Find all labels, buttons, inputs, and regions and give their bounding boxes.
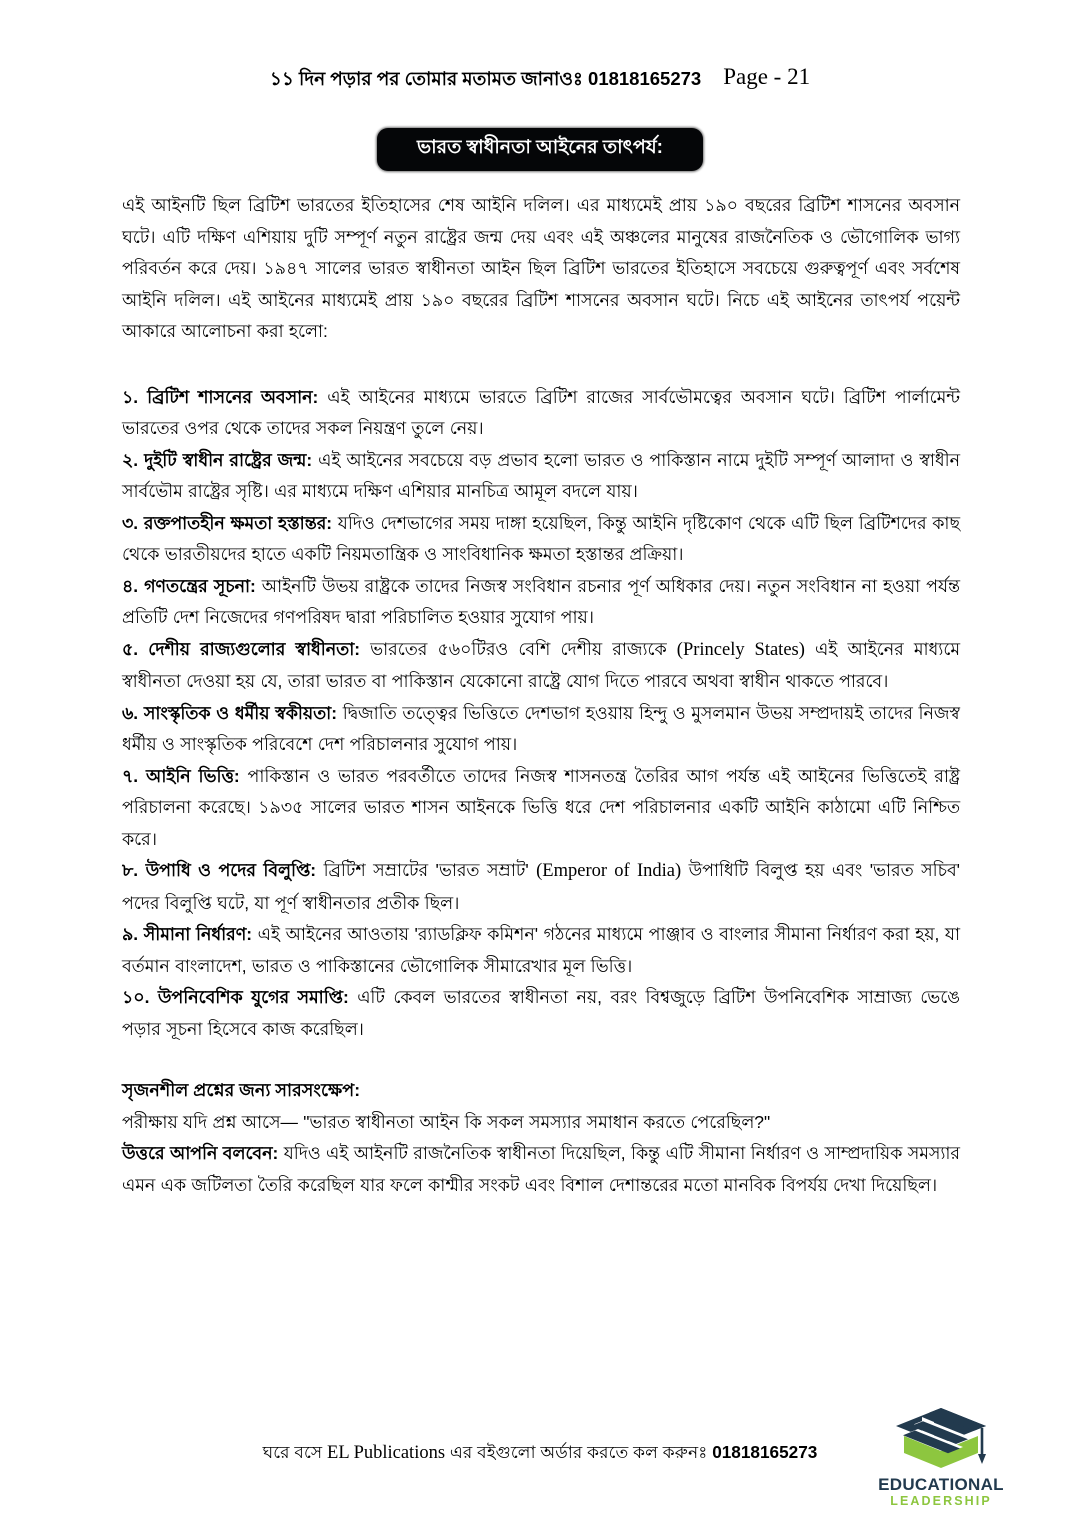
- point-body-8b: উপাধিটি বিলুপ্ত হয় এবং 'ভারত সচিব' পদের বিলুপ্তি ঘটে, যা পূর্ণ স্বাধীনতার প্রতীক ছিল।: [122, 860, 960, 913]
- educational-leadership-logo: [876, 1406, 1006, 1524]
- point-number-6: ৬.: [122, 702, 139, 723]
- point-body-10: এটি কেবল ভারতের স্বাধীনতা নয়, বরং বিশ্বজুড়ে ব্রিটিশ উপনিবেশিক সাম্রাজ্য ভেঙে পড়ার সূচনা হিসেবে কাজ করেছিল।: [122, 987, 960, 1039]
- point-body-3: যদিও দেশভাগের সময় দাঙ্গা হয়েছিল, কিন্তু আইনি দৃষ্টিকোণ থেকে এটি ছিল ব্রিটিশদের কাছ থেকে ভারতীয়দের হাতে একটি নিয়মতান্ত্রিক ও সাংবিধানিক ক্ষমতা হস্তান্তর প্রক্রিয়া।: [122, 512, 960, 564]
- point-number-3: ৩.: [122, 512, 139, 533]
- point-latin-5: (Princely States): [676, 639, 805, 660]
- footer-brand-name: EL Publications: [327, 1443, 446, 1463]
- summary-answer-label: উত্তরে আপনি বলবেন:: [122, 1143, 279, 1163]
- point-item-3: [122, 508, 960, 571]
- intro-paragraph: এই আইনটি ছিল ব্রিটিশ ভারতের ইতিহাসের শেষ আইনি দলিল। এর মাধ্যমেই প্রায় ১৯০ বছরের ব্রিটিশ শাসনের অবসান ঘটে। এটি দক্ষিণ এশিয়ায় দুটি সম্পূর্ণ নতুন রাষ্ট্রের জন্ম দেয় এবং এই অঞ্চলের মানুষের রাজনৈতিক ও ভৌগোলিক ভাগ্য পরিবর্তন করে দেয়। ১৯৪৭ সালের ভারত স্বাধীনতা আইন ছিল ব্রিটিশ ভারতের ইতিহাসে সবচেয়ে গুরুত্বপূর্ণ এবং সর্বশেষ আইনি দলিল। এই আইনের মাধ্যমেই প্রায় ১৯০ বছরের ব্রিটিশ শাসনের অবসান ঘটে। নিচে এই আইনের তাৎপর্য পয়েন্ট আকারে আলোচনা করা হলো:: [122, 195, 960, 341]
- section-title-banner: ভারত স্বাধীনতা আইনের তাৎপর্য:: [377, 128, 703, 171]
- point-body-4: আইনটি উভয় রাষ্ট্রকে তাদের নিজস্ব সংবিধান রচনার পূর্ণ অধিকার দেয়। নতুন সংবিধান না হওয়া পর্যন্ত প্রতিটি দেশ নিজেদের গণপরিষদ দ্বারা পরিচালিত হওয়ার সুযোগ পায়।: [122, 575, 960, 627]
- point-body-1: এই আইনের মাধ্যমে ভারতে ব্রিটিশ রাজের সার্বভৌমত্বের অবসান ঘটে। ব্রিটিশ পার্লামেন্ট ভারতের ওপর থেকে তাদের সকল নিয়ন্ত্রণ তুলে নেয়।: [122, 386, 960, 438]
- summary-answer-line: [122, 1138, 960, 1201]
- summary-answer-body: যদিও এই আইনটি রাজনৈতিক স্বাধীনতা দিয়েছিল, কিন্তু এটি সীমানা নির্ধারণ ও সাম্প্রদায়িক সমস্যার এমন এক জটিলতা তৈরি করেছিল যার ফলে কাশ্মীর সংকট এবং বিশাল দেশান্তরের মতো মানবিক বিপর্যয় দেখা দিয়েছিল।: [122, 1143, 960, 1195]
- point-number-2: ২.: [122, 449, 139, 470]
- graduation-cap-logo-icon: [882, 1406, 1000, 1472]
- point-body-5b: এই আইনের মাধ্যমে স্বাধীনতা দেওয়া হয় যে, তারা ভারত বা পাকিস্তান যেকোনো রাষ্ট্রে যোগ দিতে পারবে অথবা স্বাধীন থাকতে পারবে।: [122, 638, 960, 691]
- point-item-10: [122, 982, 960, 1045]
- point-number-5: ৫.: [122, 638, 139, 659]
- point-number-4: ৪.: [122, 575, 139, 596]
- page-number-label: Page - 21: [723, 64, 811, 89]
- point-body-8a: ব্রিটিশ সম্রাটের 'ভারত সম্রাট': [323, 860, 529, 880]
- point-body-5a: ভারতের ৫৬০টিরও বেশি দেশীয় রাজ্যকে: [370, 638, 667, 659]
- point-title-10: উপনিবেশিক যুগের সমাপ্তি:: [157, 987, 349, 1007]
- point-item-5: [122, 634, 960, 698]
- point-item-6: [122, 698, 960, 761]
- summary-heading: সৃজনশীল প্রশ্নের জন্য সারসংক্ষেপ:: [122, 1080, 361, 1100]
- page-footer: [0, 1428, 1080, 1528]
- point-title-9: সীমানা নির্ধারণ:: [143, 924, 253, 944]
- point-item-9: [122, 919, 960, 982]
- summary-question-line: পরীক্ষায় যদি প্রশ্ন আসে— "ভারত স্বাধীনতা আইন কি সকল সমস্যার সমাধান করতে পেরেছিল?": [122, 1111, 771, 1132]
- point-item-8: [122, 855, 960, 919]
- point-title-4: গণতন্ত্রের সূচনা:: [144, 575, 256, 596]
- summary-spacer: [122, 1045, 960, 1075]
- point-number-8: ৮.: [122, 860, 139, 880]
- point-title-2: দুইটি স্বাধীন রাষ্ট্রের জন্ম:: [144, 449, 313, 470]
- header-contact-line: ১১ দিন পড়ার পর তোমার মতামত জানাওঃ 01818165273: [269, 68, 702, 89]
- point-title-7: আইনি ভিত্তি:: [146, 765, 240, 786]
- point-title-3: রক্তপাতহীন ক্ষমতা হস্তান্তর:: [143, 512, 333, 533]
- point-item-2: [122, 445, 960, 508]
- page-header: [0, 64, 1080, 96]
- point-title-5: দেশীয় রাজ্যগুলোর স্বাধীনতা:: [148, 638, 361, 659]
- footer-text-part-1: ঘরে বসে: [262, 1442, 323, 1462]
- logo-word-leadership: LEADERSHIP: [890, 1494, 992, 1508]
- point-body-2: এই আইনের সবচেয়ে বড় প্রভাব হলো ভারত ও পাকিস্তান নামে দুইটি সম্পূর্ণ আলাদা ও স্বাধীন সার্বভৌম রাষ্ট্রের সৃষ্টি। এর মাধ্যমে দক্ষিণ এশিয়ার মানচিত্র আমূল বদলে যায়।: [122, 449, 960, 501]
- point-item-4: [122, 571, 960, 634]
- point-number-1: ১.: [122, 386, 139, 407]
- point-latin-8: (Emperor of India): [536, 861, 682, 881]
- document-body: [122, 190, 960, 1201]
- title-banner-container: [0, 128, 1080, 171]
- point-title-6: সাংস্কৃতিক ও ধর্মীয় স্বকীয়তা:: [143, 702, 338, 723]
- point-item-7: [122, 761, 960, 856]
- footer-text-part-2: এর বইগুলো অর্ডার করতে কল করুনঃ: [449, 1442, 708, 1462]
- point-title-8: উপাধি ও পদের বিলুপ্তি:: [145, 860, 317, 880]
- logo-word-educational: EDUCATIONAL: [878, 1475, 1004, 1494]
- point-number-10: ১০.: [122, 987, 150, 1007]
- point-body-7: পাকিস্তান ও ভারত পরবর্তীতে তাদের নিজস্ব শাসনতন্ত্র তৈরির আগ পর্যন্ত এই আইনের ভিত্তিতেই রাষ্ট্র পরিচালনা করেছে। ১৯৩৫ সালের ভারত শাসন আইনকে ভিত্তি ধরে দেশ পরিচালনার একটি আইনি কাঠামো এটি নিশ্চিত করে।: [122, 765, 960, 849]
- footer-phone-number: 01818165273: [712, 1442, 818, 1462]
- point-item-1: [122, 382, 960, 445]
- point-number-7: ৭.: [122, 765, 139, 786]
- point-title-1: ব্রিটিশ শাসনের অবসান:: [147, 386, 319, 407]
- point-body-6: দ্বিজাতি তত্ত্বের ভিত্তিতে দেশভাগ হওয়ায় হিন্দু ও মুসলমান উভয় সম্প্রদায়ই তাদের নিজস্ব ধর্মীয় ও সাংস্কৃতিক পরিবেশে দেশ পরিচালনার সুযোগ পায়।: [122, 702, 960, 754]
- point-body-9: এই আইনের আওতায় 'র‍্যাডক্লিফ কমিশন' গঠনের মাধ্যমে পাঞ্জাব ও বাংলার সীমানা নির্ধারণ করা হয়, যা বর্তমান বাংলাদেশ, ভারত ও পাকিস্তানের ভৌগোলিক সীমারেখার মূল ভিত্তি।: [122, 924, 960, 976]
- point-number-9: ৯.: [122, 924, 139, 944]
